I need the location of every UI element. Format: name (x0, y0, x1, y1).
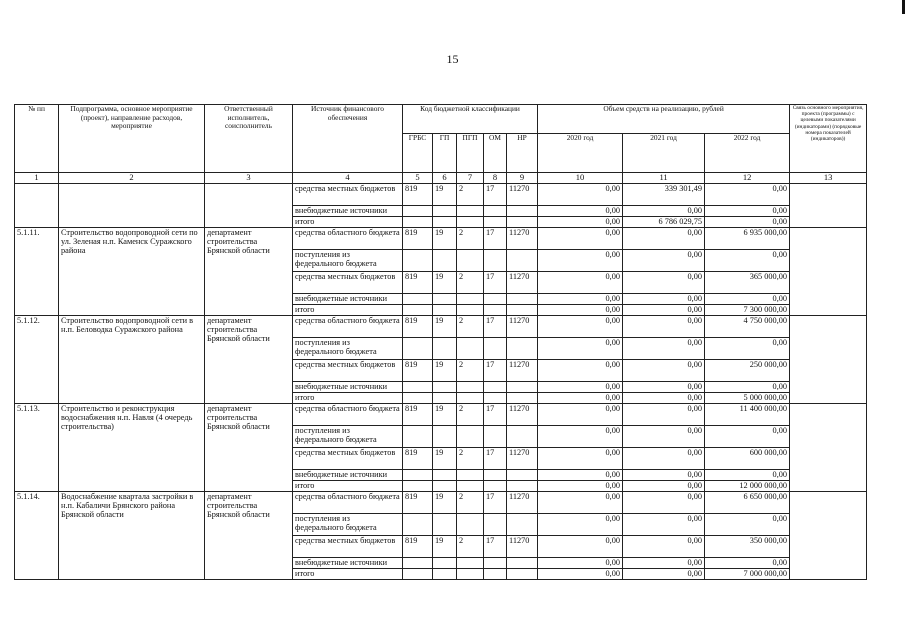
value-2021: 0,00 (623, 249, 705, 271)
code-pgp (457, 249, 484, 271)
value-2022: 0,00 (705, 293, 790, 304)
code-grbs (403, 425, 433, 447)
code-nr (507, 337, 538, 359)
funding-source: средства местных бюджетов (293, 359, 403, 381)
funding-source: средства местных бюджетов (293, 271, 403, 293)
code-nr (507, 249, 538, 271)
code-pgp: 2 (457, 491, 484, 513)
funding-source: итого (293, 568, 403, 579)
value-2022: 4 750 000,00 (705, 315, 790, 337)
item-number: 5.1.12. (15, 315, 59, 403)
code-om (484, 381, 507, 392)
code-nr (507, 513, 538, 535)
code-om (484, 425, 507, 447)
code-pgp (457, 480, 484, 491)
code-om: 17 (484, 491, 507, 513)
code-om (484, 293, 507, 304)
code-om (484, 205, 507, 216)
item-name: Строительство и реконструкция водоснабжения н.п. Навля (4 очередь строительства) (59, 403, 205, 491)
indicator-link (790, 491, 867, 579)
code-grbs (403, 304, 433, 315)
indicator-link (790, 227, 867, 315)
header-code-om: ОМ (484, 134, 507, 173)
code-nr: 11270 (507, 183, 538, 205)
value-2020: 0,00 (538, 337, 623, 359)
value-2020: 0,00 (538, 249, 623, 271)
code-nr: 11270 (507, 447, 538, 469)
value-2020: 0,00 (538, 491, 623, 513)
code-nr (507, 557, 538, 568)
column-number: 11 (623, 173, 705, 184)
funding-source: поступления из федерального бюджета (293, 249, 403, 271)
value-2020: 0,00 (538, 315, 623, 337)
table-row (15, 227, 867, 249)
item-name (59, 183, 205, 227)
header-year-2022: 2022 год (705, 134, 790, 173)
code-pgp: 2 (457, 359, 484, 381)
code-om (484, 469, 507, 480)
code-om (484, 304, 507, 315)
value-2021: 0,00 (623, 381, 705, 392)
value-2021: 0,00 (623, 304, 705, 315)
value-2021: 0,00 (623, 568, 705, 579)
value-2020: 0,00 (538, 271, 623, 293)
code-nr (507, 205, 538, 216)
code-pgp: 2 (457, 227, 484, 249)
column-number: 1 (15, 173, 59, 184)
header-link: Связь основного мероприятия, проекта (программы) с целевыми показателями (индикаторами) (порядковые номера показателей (индикаторов)) (790, 105, 867, 173)
code-pgp (457, 205, 484, 216)
code-grbs: 819 (403, 403, 433, 425)
code-gp: 19 (433, 271, 457, 293)
value-2022: 0,00 (705, 216, 790, 227)
value-2020: 0,00 (538, 403, 623, 425)
code-grbs (403, 249, 433, 271)
code-gp (433, 249, 457, 271)
code-pgp (457, 216, 484, 227)
funding-source: средства местных бюджетов (293, 447, 403, 469)
code-om: 17 (484, 403, 507, 425)
item-name: Водоснабжение квартала застройки в н.п. Кабаличи Брянского района Брянской области (59, 491, 205, 579)
code-grbs (403, 293, 433, 304)
item-responsible (205, 183, 293, 227)
value-2021: 0,00 (623, 557, 705, 568)
code-pgp (457, 513, 484, 535)
column-number-row (15, 173, 867, 184)
header-code-nr: НР (507, 134, 538, 173)
code-gp: 19 (433, 447, 457, 469)
code-gp (433, 513, 457, 535)
code-om (484, 249, 507, 271)
code-om: 17 (484, 227, 507, 249)
value-2021: 0,00 (623, 469, 705, 480)
funding-source: средства местных бюджетов (293, 535, 403, 557)
value-2021: 0,00 (623, 491, 705, 513)
code-nr (507, 425, 538, 447)
code-grbs: 819 (403, 359, 433, 381)
code-nr: 11270 (507, 271, 538, 293)
value-2021: 0,00 (623, 535, 705, 557)
code-om (484, 337, 507, 359)
code-om (484, 557, 507, 568)
item-name: Строительство водопроводной сети в н.п. Беловодка Суражского района (59, 315, 205, 403)
code-om: 17 (484, 271, 507, 293)
value-2020: 0,00 (538, 568, 623, 579)
code-gp (433, 216, 457, 227)
code-gp (433, 469, 457, 480)
funding-source: внебюджетные источники (293, 205, 403, 216)
code-nr: 11270 (507, 535, 538, 557)
code-grbs (403, 381, 433, 392)
value-2022: 12 000 000,00 (705, 480, 790, 491)
value-2022: 5 000 000,00 (705, 392, 790, 403)
code-gp: 19 (433, 535, 457, 557)
code-pgp (457, 392, 484, 403)
value-2022: 0,00 (705, 469, 790, 480)
code-pgp: 2 (457, 183, 484, 205)
item-name: Строительство водопроводной сети по ул. Зеленая н.п. Каменск Суражского района (59, 227, 205, 315)
value-2022: 0,00 (705, 249, 790, 271)
value-2021: 0,00 (623, 480, 705, 491)
code-pgp (457, 304, 484, 315)
funding-source: средства областного бюджета (293, 315, 403, 337)
value-2020: 0,00 (538, 205, 623, 216)
page-number: 15 (446, 52, 459, 66)
code-nr: 11270 (507, 403, 538, 425)
value-2021: 0,00 (623, 359, 705, 381)
code-om: 17 (484, 535, 507, 557)
code-gp (433, 557, 457, 568)
header-source: Источник финансового обеспечения (293, 105, 403, 173)
value-2021: 0,00 (623, 271, 705, 293)
code-nr (507, 304, 538, 315)
indicator-link (790, 183, 867, 227)
code-gp (433, 425, 457, 447)
funding-source: итого (293, 392, 403, 403)
item-responsible: департамент строительства Брянской области (205, 315, 293, 403)
code-grbs: 819 (403, 315, 433, 337)
code-om (484, 568, 507, 579)
funding-source: итого (293, 304, 403, 315)
value-2020: 0,00 (538, 293, 623, 304)
code-gp (433, 205, 457, 216)
value-2020: 0,00 (538, 183, 623, 205)
value-2020: 0,00 (538, 469, 623, 480)
column-number: 10 (538, 173, 623, 184)
code-nr (507, 216, 538, 227)
value-2021: 0,00 (623, 227, 705, 249)
code-om (484, 216, 507, 227)
value-2022: 6 650 000,00 (705, 491, 790, 513)
column-number: 2 (59, 173, 205, 184)
column-number: 3 (205, 173, 293, 184)
item-number: 5.1.11. (15, 227, 59, 315)
value-2020: 0,00 (538, 480, 623, 491)
value-2020: 0,00 (538, 392, 623, 403)
code-nr: 11270 (507, 315, 538, 337)
header-code-grbs: ГРБС (403, 134, 433, 173)
item-number: 5.1.13. (15, 403, 59, 491)
code-grbs: 819 (403, 183, 433, 205)
code-gp: 19 (433, 183, 457, 205)
code-pgp (457, 293, 484, 304)
code-pgp (457, 557, 484, 568)
funding-source: поступления из федерального бюджета (293, 425, 403, 447)
code-nr: 11270 (507, 359, 538, 381)
funding-source: средства областного бюджета (293, 227, 403, 249)
code-grbs (403, 557, 433, 568)
funding-source: поступления из федерального бюджета (293, 337, 403, 359)
code-om: 17 (484, 359, 507, 381)
code-pgp (457, 568, 484, 579)
value-2022: 6 935 000,00 (705, 227, 790, 249)
table-row (15, 315, 867, 337)
code-om: 17 (484, 183, 507, 205)
code-nr (507, 392, 538, 403)
code-nr (507, 469, 538, 480)
value-2020: 0,00 (538, 216, 623, 227)
code-nr (507, 480, 538, 491)
table-row (15, 491, 867, 513)
code-pgp: 2 (457, 315, 484, 337)
budget-table (14, 104, 867, 580)
value-2020: 0,00 (538, 447, 623, 469)
header-year-2020: 2020 год (538, 134, 623, 173)
code-pgp: 2 (457, 403, 484, 425)
indicator-link (790, 403, 867, 491)
code-pgp: 2 (457, 535, 484, 557)
code-gp (433, 304, 457, 315)
item-number: 5.1.14. (15, 491, 59, 579)
value-2020: 0,00 (538, 535, 623, 557)
code-om: 17 (484, 315, 507, 337)
funding-source: итого (293, 216, 403, 227)
value-2022: 7 300 000,00 (705, 304, 790, 315)
value-2022: 0,00 (705, 381, 790, 392)
code-gp: 19 (433, 227, 457, 249)
column-number: 4 (293, 173, 403, 184)
funding-source: средства областного бюджета (293, 403, 403, 425)
table-row (15, 403, 867, 425)
header-code-group: Код бюджетной классификации (403, 105, 538, 134)
code-om (484, 392, 507, 403)
code-grbs (403, 568, 433, 579)
column-number: 5 (403, 173, 433, 184)
value-2021: 0,00 (623, 447, 705, 469)
value-2020: 0,00 (538, 557, 623, 568)
item-responsible: департамент строительства Брянской области (205, 403, 293, 491)
code-nr: 11270 (507, 227, 538, 249)
item-responsible: департамент строительства Брянской области (205, 227, 293, 315)
header-volume-group: Объем средств на реализацию, рублей (538, 105, 790, 134)
value-2021: 0,00 (623, 315, 705, 337)
column-number: 9 (507, 173, 538, 184)
code-pgp: 2 (457, 271, 484, 293)
code-nr: 11270 (507, 491, 538, 513)
funding-source: средства местных бюджетов (293, 183, 403, 205)
value-2022: 11 400 000,00 (705, 403, 790, 425)
header-program: Подпрограмма, основное мероприятие (проект), направление расходов, мероприятие (59, 105, 205, 173)
code-om (484, 480, 507, 491)
code-gp (433, 293, 457, 304)
code-gp (433, 337, 457, 359)
header-year-2021: 2021 год (623, 134, 705, 173)
column-number: 13 (790, 173, 867, 184)
code-grbs (403, 513, 433, 535)
code-nr (507, 381, 538, 392)
code-om (484, 513, 507, 535)
code-pgp (457, 425, 484, 447)
value-2021: 0,00 (623, 513, 705, 535)
code-gp (433, 381, 457, 392)
funding-source: внебюджетные источники (293, 381, 403, 392)
value-2020: 0,00 (538, 513, 623, 535)
item-responsible: департамент строительства Брянской области (205, 491, 293, 579)
value-2020: 0,00 (538, 359, 623, 381)
value-2022: 600 000,00 (705, 447, 790, 469)
code-nr (507, 293, 538, 304)
value-2022: 7 000 000,00 (705, 568, 790, 579)
code-grbs (403, 392, 433, 403)
code-grbs (403, 480, 433, 491)
value-2021: 0,00 (623, 337, 705, 359)
code-grbs (403, 205, 433, 216)
code-pgp (457, 381, 484, 392)
funding-source: внебюджетные источники (293, 293, 403, 304)
code-grbs: 819 (403, 271, 433, 293)
code-gp: 19 (433, 403, 457, 425)
code-grbs: 819 (403, 491, 433, 513)
indicator-link (790, 315, 867, 403)
code-pgp (457, 337, 484, 359)
code-grbs (403, 337, 433, 359)
value-2022: 0,00 (705, 557, 790, 568)
code-gp: 19 (433, 491, 457, 513)
code-grbs: 819 (403, 447, 433, 469)
funding-source: итого (293, 480, 403, 491)
column-number: 8 (484, 173, 507, 184)
funding-source: поступления из федерального бюджета (293, 513, 403, 535)
value-2022: 0,00 (705, 425, 790, 447)
value-2021: 6 786 029,75 (623, 216, 705, 227)
code-pgp (457, 469, 484, 480)
column-number: 6 (433, 173, 457, 184)
header-code-pgp: ПГП (457, 134, 484, 173)
code-grbs: 819 (403, 227, 433, 249)
value-2020: 0,00 (538, 304, 623, 315)
value-2022: 0,00 (705, 337, 790, 359)
code-gp (433, 568, 457, 579)
value-2021: 0,00 (623, 205, 705, 216)
value-2022: 0,00 (705, 205, 790, 216)
value-2021: 0,00 (623, 403, 705, 425)
value-2022: 350 000,00 (705, 535, 790, 557)
code-gp (433, 392, 457, 403)
funding-source: средства областного бюджета (293, 491, 403, 513)
funding-source: внебюджетные источники (293, 469, 403, 480)
code-grbs (403, 469, 433, 480)
value-2020: 0,00 (538, 425, 623, 447)
code-grbs: 819 (403, 535, 433, 557)
value-2020: 0,00 (538, 227, 623, 249)
item-number (15, 183, 59, 227)
code-pgp: 2 (457, 447, 484, 469)
code-grbs (403, 216, 433, 227)
value-2021: 0,00 (623, 392, 705, 403)
value-2021: 0,00 (623, 425, 705, 447)
column-number: 12 (705, 173, 790, 184)
header-num: № пп (15, 105, 59, 173)
code-nr (507, 568, 538, 579)
code-gp: 19 (433, 359, 457, 381)
value-2022: 0,00 (705, 183, 790, 205)
code-om: 17 (484, 447, 507, 469)
value-2021: 0,00 (623, 293, 705, 304)
value-2022: 365 000,00 (705, 271, 790, 293)
code-gp (433, 480, 457, 491)
header-code-gp: ГП (433, 134, 457, 173)
header-responsible: Ответственный исполнитель, соисполнитель (205, 105, 293, 173)
code-gp: 19 (433, 315, 457, 337)
column-number: 7 (457, 173, 484, 184)
value-2022: 250 000,00 (705, 359, 790, 381)
value-2022: 0,00 (705, 513, 790, 535)
value-2020: 0,00 (538, 381, 623, 392)
table-row (15, 183, 867, 205)
funding-source: внебюджетные источники (293, 557, 403, 568)
value-2021: 339 301,49 (623, 183, 705, 205)
